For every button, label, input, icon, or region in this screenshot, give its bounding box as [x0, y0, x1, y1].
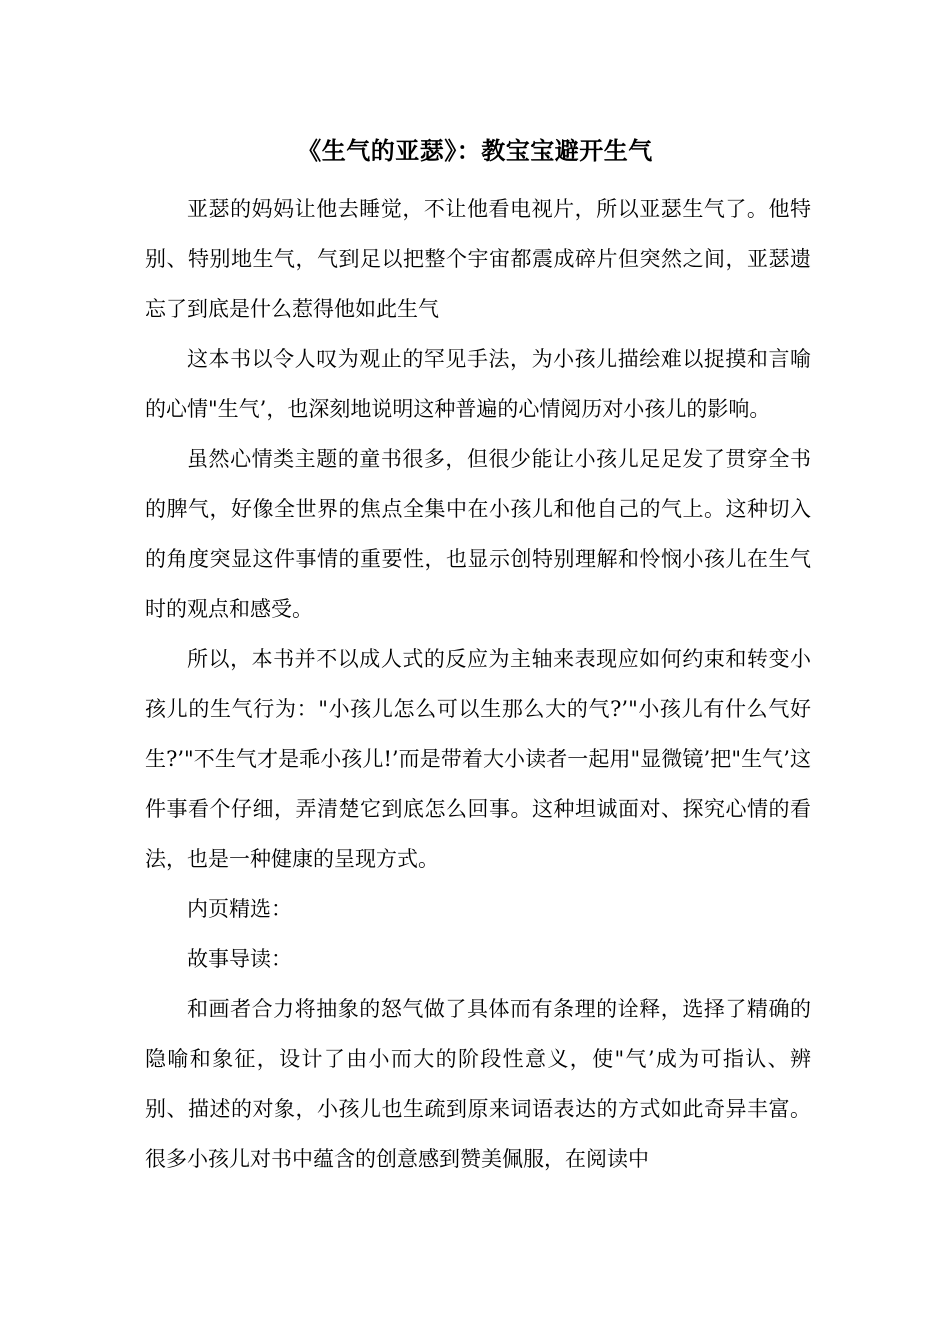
paragraph: 所以，本书并不以成人式的反应为主轴来表现应如何约束和转变小孩儿的生气行为："小孩儿怎么可以生那么大的气?’"小孩儿有什么气好生?’"不生气才是乖小孩儿!’而是带着大小读者一起用"显微镜’把"生气’这件事看个仔细，弄清楚它到底怎么回事。这种坦诚面对、探究心情的看法，也是一种健康的呈现方式。 [145, 647, 811, 871]
paragraph: 亚瑟的妈妈让他去睡觉，不让他看电视片，所以亚瑟生气了。他特别、特别地生气，气到足以把整个宇宙都震成碎片但突然之间，亚瑟遗忘了到底是什么惹得他如此生气 [145, 197, 811, 321]
document-title: 《生气的亚瑟》：教宝宝避开生气 [297, 136, 653, 165]
document-body [145, 184, 811, 1184]
section-label: 故事导读： [187, 947, 292, 971]
paragraph: 这本书以令人叹为观止的罕见手法，为小孩儿描绘难以捉摸和言喻的心情"生气’，也深刻地说明这种普遍的心情阅历对小孩儿的影响。 [145, 347, 811, 421]
paragraph: 虽然心情类主题的童书很多，但很少能让小孩儿足足发了贯穿全书的脾气，好像全世界的焦点全集中在小孩儿和他自己的气上。这种切入的角度突显这件事情的重要性，也显示创特别理解和怜悯小孩儿在生气时的观点和感受。 [145, 447, 811, 621]
section-label: 内页精选： [187, 897, 292, 921]
paragraph: 和画者合力将抽象的怒气做了具体而有条理的诠释，选择了精确的隐喻和象征，设计了由小而大的阶段性意义，使"气’成为可指认、辨别、描述的对象，小孩儿也生疏到原来词语表达的方式如此奇异丰富。很多小孩儿对书中蕴含的创意感到赞美佩服，在阅读中 [145, 997, 811, 1171]
